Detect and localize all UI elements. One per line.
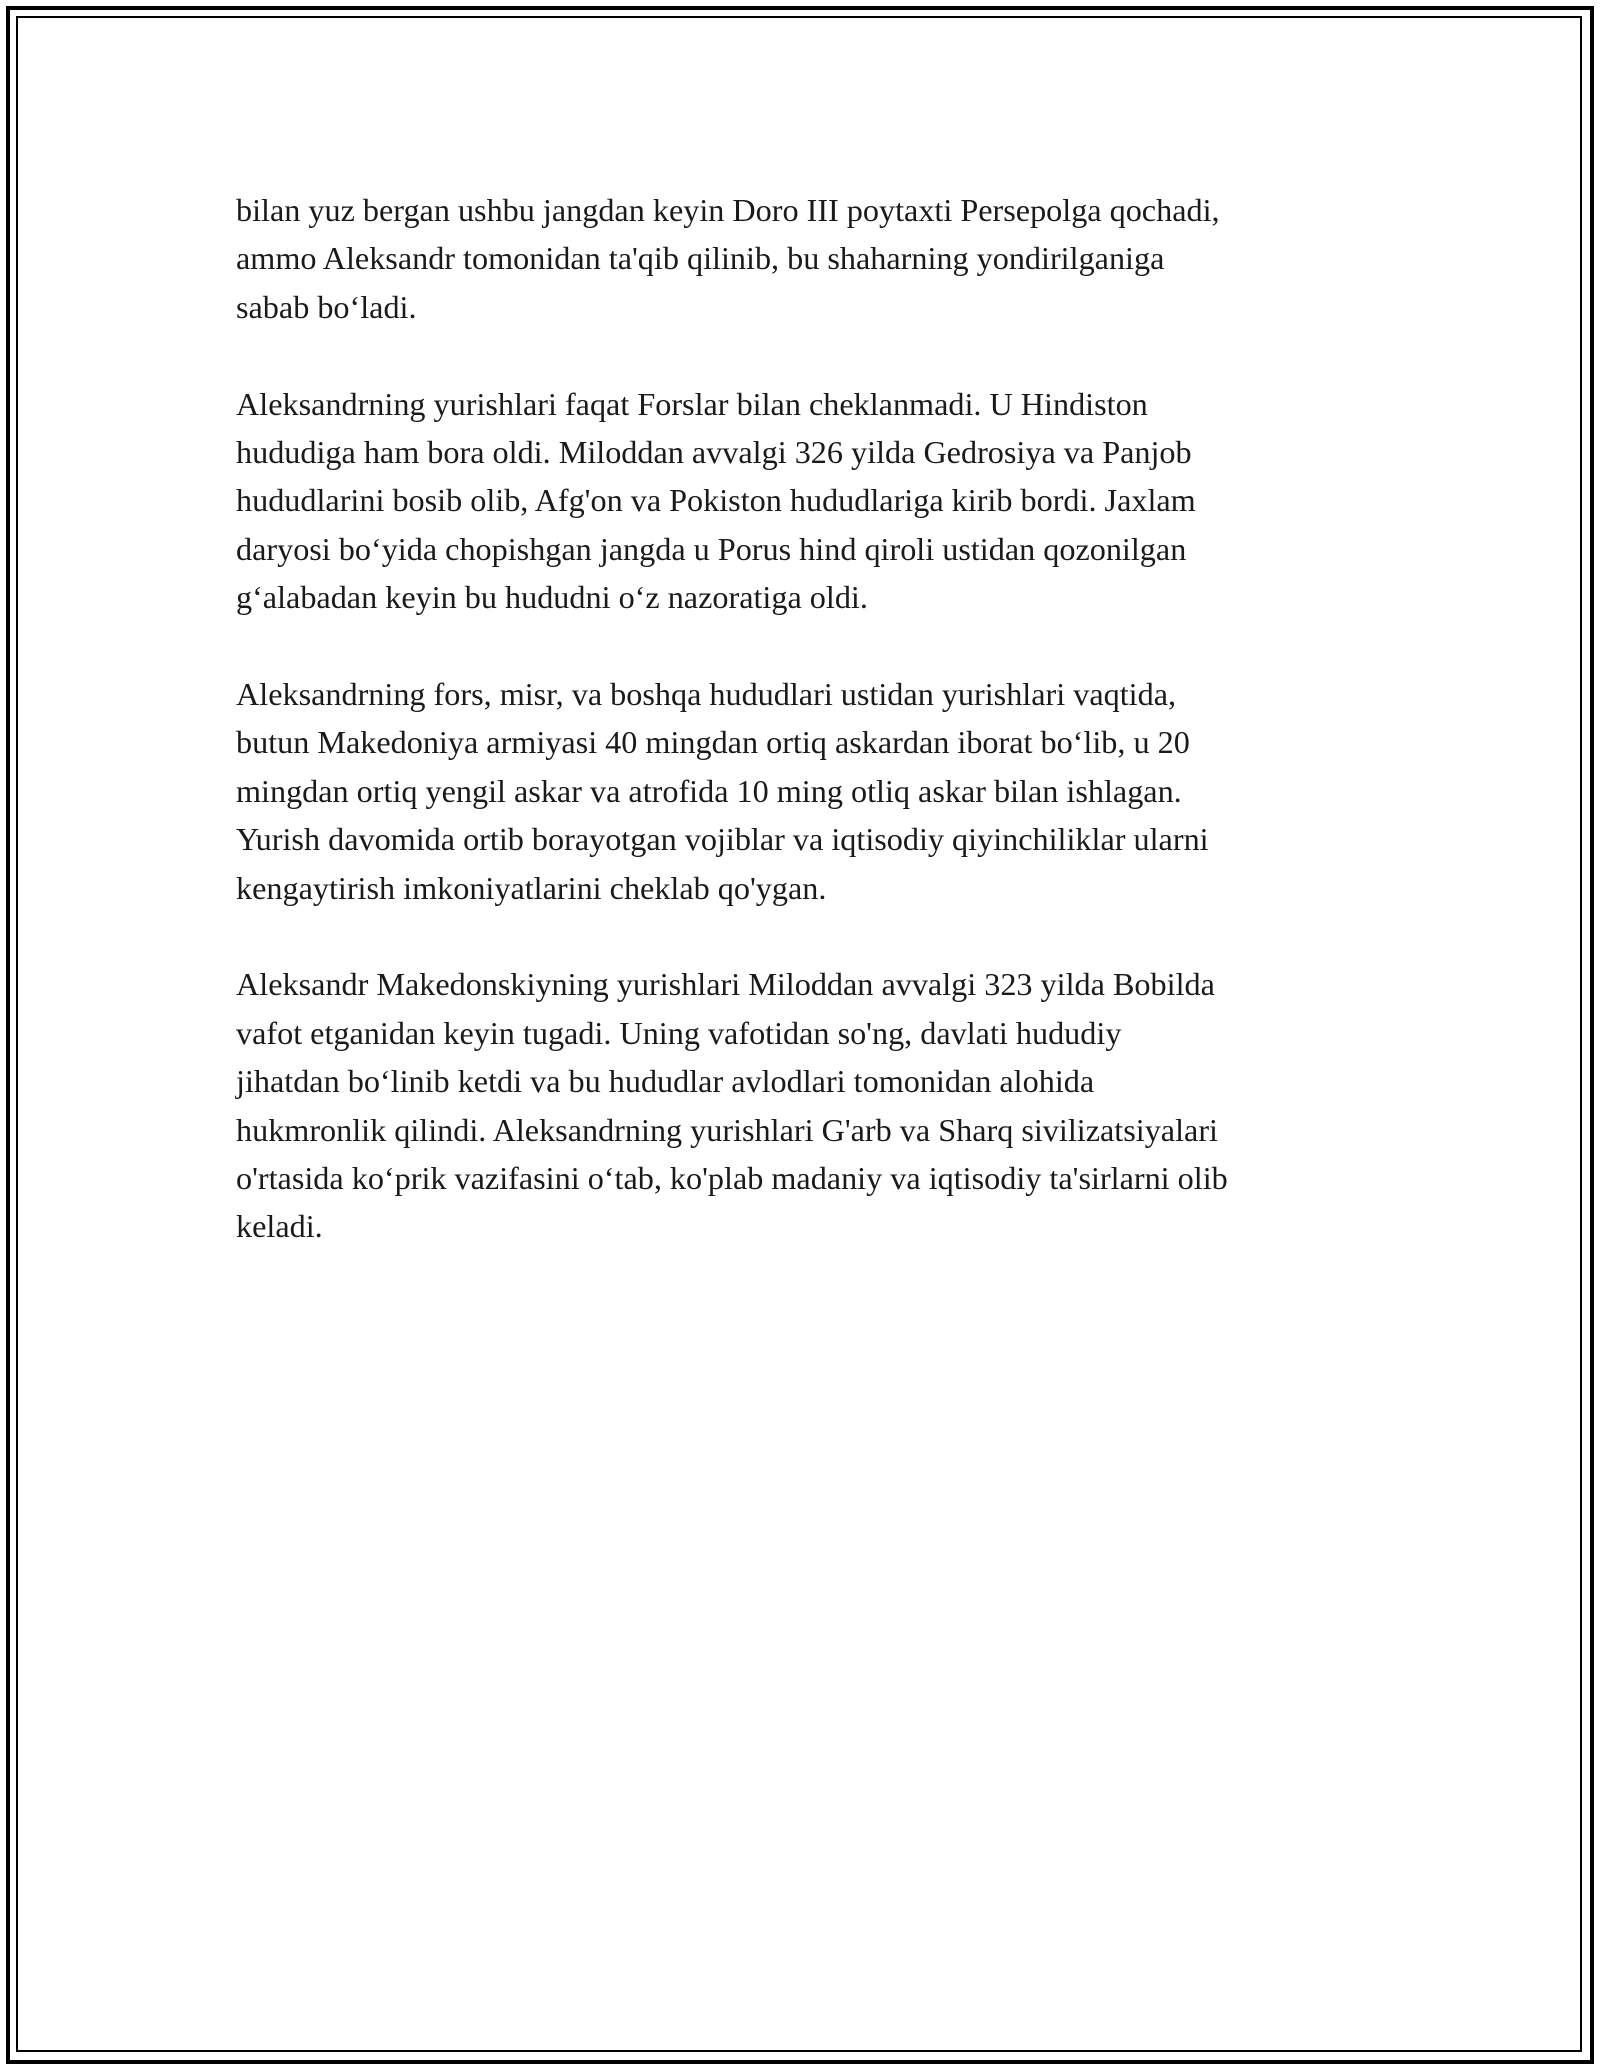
paragraph-3: Aleksandrning fors, misr, va boshqa hududlari ustidan yurishlari vaqtida, butun Makedoniya armiyasi 40 mingdan ortiq askardan iborat bo‘lib, u 20 mingdan ortiq yengil askar va atrofida 10 ming otliq askar bilan ishlagan. Yurish davomida ortib borayotgan vojiblar va iqtisodiy qiyinchiliklar ularni kengaytirish imkoniyatlarini cheklab qo'ygan.: [236, 676, 1209, 906]
paragraph-4: Aleksandr Makedonskiyning yurishlari Miloddan avvalgi 323 yilda Bobilda vafot etganidan keyin tugadi. Uning vafotidan so'ng, davlati hududiy jihatdan bo‘linib ketdi va bu hududlar avlodlari tomonidan alohida hukmronlik qilindi. Aleksandrning yurishlari G'arb va Sharq sivilizatsiyalari o'rtasida ko‘prik vazifasini o‘tab, ko'plab madaniy va iqtisodiy ta'sirlarni olib keladi.: [236, 966, 1228, 1245]
paragraph-2: Aleksandrning yurishlari faqat Forslar bilan cheklanmadi. U Hindiston hududiga ham bora oldi. Miloddan avvalgi 326 yilda Gedrosiya va Panjob hududlarini bosib olib, Afg'on va Pokiston hududlariga kirib bordi. Jaxlam daryosi bo‘yida chopishgan jangda u Porus hind qiroli ustidan qozonilgan g‘alabadan keyin bu hududni o‘z nazoratiga oldi.: [236, 385, 1196, 616]
document-body: [236, 186, 1376, 1299]
paragraph-1: bilan yuz bergan ushbu jangdan keyin Doro III poytaxti Persepolga qochadi, ammo Aleksandr tomonidan ta'qib qilinib, bu shaharning yondirilganiga sabab bo‘ladi.: [236, 192, 1220, 325]
